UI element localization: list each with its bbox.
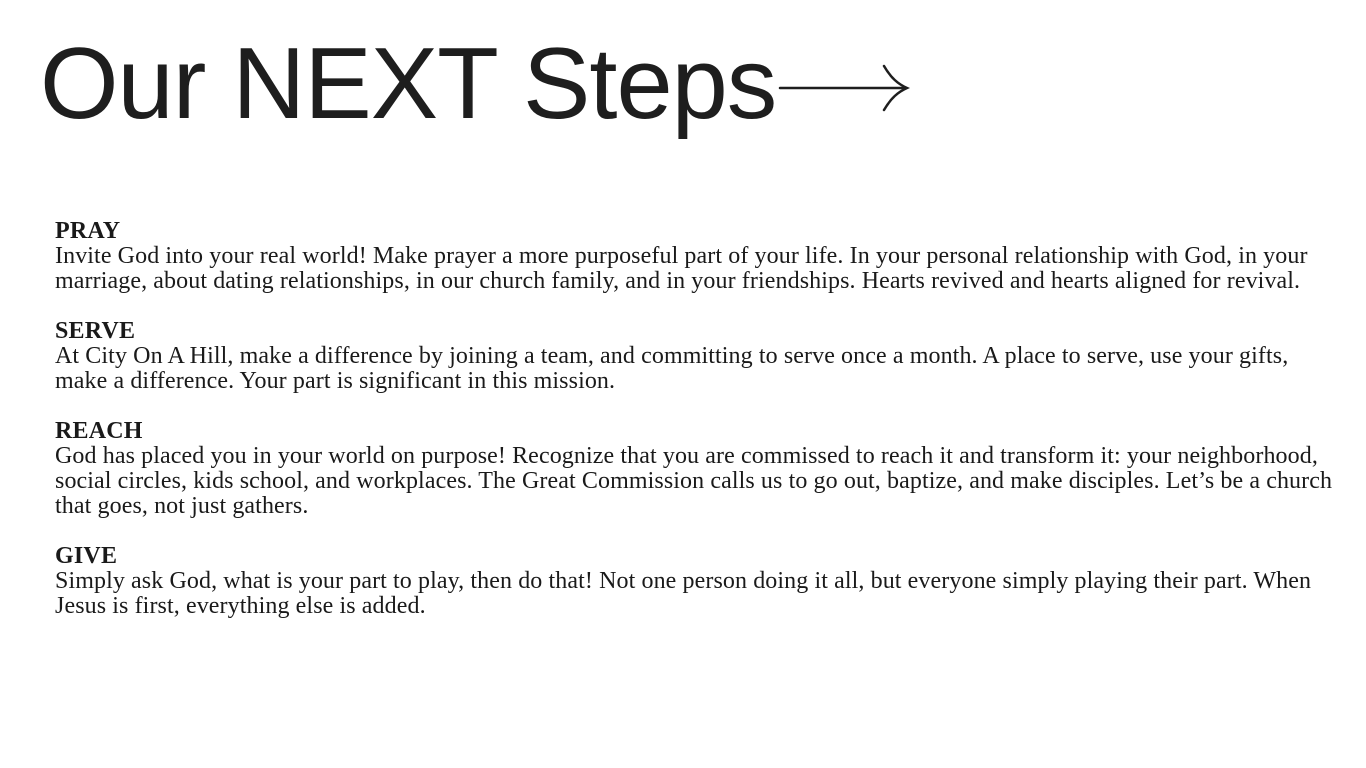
step-title: GIVE (55, 543, 118, 569)
page-header (40, 28, 910, 140)
step-title: SERVE (55, 318, 136, 344)
step-title: PRAY (55, 218, 121, 244)
step-reach (55, 418, 1345, 519)
steps-list (55, 218, 1345, 643)
step-title: REACH (55, 418, 143, 444)
page-title: Our NEXT Steps (40, 28, 777, 140)
step-description: At City On A Hill, make a difference by joining a team, and committing to serve once a month. A place to serve, use your gifts, make a difference. Your part is significant in this mission. (55, 343, 1289, 394)
step-give (55, 543, 1345, 619)
step-description: God has placed you in your world on purpose! Recognize that you are commissed to reach it and transform it: your neighborhood, social circles, kids school, and workplaces. The Great Commission calls us to go out, baptize, and make disciples. Let’s be a church that goes, not just gathers. (55, 443, 1333, 519)
step-serve (55, 318, 1345, 394)
arrow-right-icon (778, 63, 910, 113)
step-pray (55, 218, 1345, 294)
step-description: Simply ask God, what is your part to play, then do that! Not one person doing it all, but everyone simply playing their part. When Jesus is first, everything else is added. (55, 568, 1312, 619)
step-description: Invite God into your real world! Make prayer a more purposeful part of your life. In your personal relationship with God, in your marriage, about dating relationships, in our church family, and in your friendships. Hearts revived and hearts aligned for revival. (55, 243, 1308, 294)
